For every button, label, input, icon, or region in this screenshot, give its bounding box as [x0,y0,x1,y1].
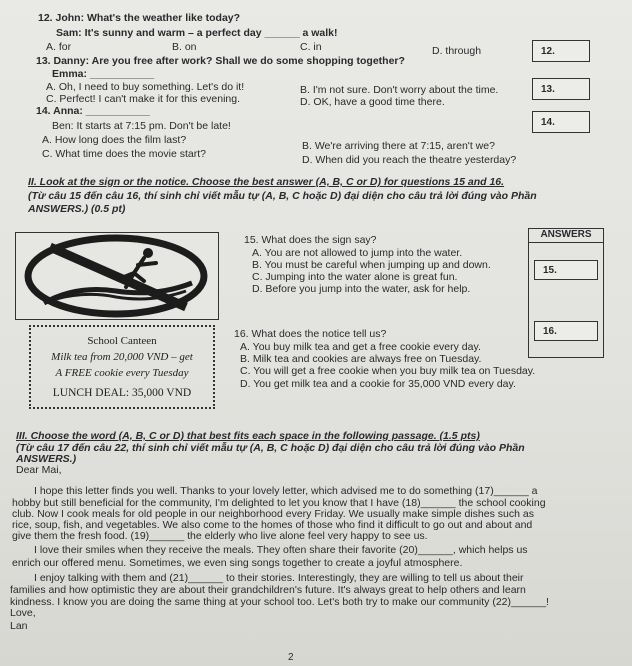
q14-option-d: D. When did you reach the theatre yesterday? [302,154,517,166]
q12-question: 12. John: What's the weather like today? [38,12,241,24]
q14-option-b: B. We're arriving there at 7:15, aren't we? [302,140,495,152]
q13-option-c: C. Perfect! I can't make it for this evening. [46,93,241,105]
letter-line-4: rice, soup, fish, and vegetables. We also come to the homes of those who find it difficult to go out and about and [12,519,533,531]
q14-response: Ben: It starts at 7:15 pm. Don't be late! [52,120,231,132]
q12-option-c: C. in [300,41,322,53]
q12-option-a: A. for [46,41,72,53]
answer-box-13[interactable]: 13. [532,78,590,100]
q16-question: 16. What does the notice tell us? [234,328,387,340]
part2-instruction-line1: (Từ câu 15 đến câu 16, thí sinh chỉ viết mẫu tự (A, B, C hoặc D) đại diện cho câu trả lời đúng vào Phần [28,190,537,202]
letter-line-10: kindness. I know you are doing the same thing at your school too. Let's both try to make our community (22)______! [10,596,549,608]
answer-box-12[interactable]: 12. [532,40,590,62]
answers-panel-title: ANSWERS [528,228,604,243]
page-number: 2 [288,652,294,663]
letter-signature: Lan [10,620,28,632]
q13-option-a: A. Oh, I need to buy something. Let's do it! [46,81,245,93]
q16-option-d: D. You get milk tea and a cookie for 35,000 VND every day. [240,378,516,390]
q16-option-c: C. You will get a free cookie when you buy milk tea on Tuesday. [240,365,536,377]
q14-option-a: A. How long does the film last? [42,134,187,146]
q13-option-d: D. OK, have a good time there. [300,96,445,108]
q14-option-c: C. What time does the movie start? [42,148,206,160]
letter-line-8: I enjoy talking with them and (21)______ to their stories. Interestingly, they are willing to tell us about their [34,572,524,584]
letter-line-3: club. Now I cook meals for old people in our neighborhood every Friday. We usually make simple dishes such as [12,508,534,520]
canteen-notice [29,325,215,409]
q12-option-d: D. through [432,45,482,57]
letter-line-7: enrich our offered menu. Sometimes, we even sing songs together to create a joyful atmosphere. [12,557,463,569]
part2-heading: II. Look at the sign or the notice. Choose the best answer (A, B, C or D) for questions 15 and 16. [28,176,505,188]
part3-instruction-line1: (Từ câu 17 đến câu 22, thí sinh chỉ viết mẫu tự (A, B, C hoặc D) đại diện cho câu trả lời đúng vào Phần [16,442,525,454]
q15-question: 15. What does the sign say? [244,234,377,246]
q12-response: Sam: It's sunny and warm – a perfect day ______ a walk! [56,27,338,39]
answer-box-15[interactable]: 15. [534,260,598,280]
part2-instruction-line2: ANSWERS.) (0.5 pt) [28,203,126,215]
no-jumping-icon [16,233,217,318]
q13-option-b: B. I'm not sure. Don't worry about the time. [300,84,499,96]
letter-greeting: Dear Mai, [16,464,62,476]
notice-line-3: LUNCH DEAL: 35,000 VND [52,387,192,399]
answer-box-14[interactable]: 14. [532,111,590,133]
q13-response: Emma: ___________ [52,68,155,80]
q15-option-b: B. You must be careful when jumping up and down. [252,259,491,271]
q15-option-a: A. You are not allowed to jump into the water. [252,247,463,259]
q13-question: 13. Danny: Are you free after work? Shall we do some shopping together? [36,55,405,67]
letter-line-5: give them the fresh food. (19)______ the elderly who live alone feel very happy to see us. [12,530,428,542]
notice-title: School Canteen [87,335,157,347]
letter-closing: Love, [10,607,36,619]
letter-line-9: families and how optimistic they are about their grandchildren's future. It's always great to help others and learn [10,584,526,596]
answer-box-16[interactable]: 16. [534,321,598,341]
part3-instruction-line2: ANSWERS.) [16,453,77,465]
letter-line-2: hobby but still beneficial for the community, I'm delighted to let you know that I have (18)______ the school cooking [12,497,546,509]
q16-option-b: B. Milk tea and cookies are always free on Tuesday. [240,353,482,365]
q16-option-a: A. You buy milk tea and get a free cookie every day. [240,341,481,353]
part3-heading: III. Choose the word (A, B, C or D) that best fits each space in the following passage. (1.5 pts) [16,430,480,442]
q12-option-b: B. on [172,41,197,53]
letter-line-6: I love their smiles when they receive the meals. They often share their favorite (20)______, which helps us [34,544,528,556]
q15-option-d: D. Before you jump into the water, ask for help. [252,283,471,295]
notice-line-2: A FREE cookie every Tuesday [55,367,189,379]
letter-line-1: I hope this letter finds you well. Thanks to your lovely letter, which advised me to do something (17)______ a [34,485,538,497]
q15-option-c: C. Jumping into the water alone is great fun. [252,271,458,283]
notice-line-1: Milk tea from 20,000 VND – get [51,351,193,363]
no-jumping-sign [15,232,219,320]
q14-question: 14. Anna: ___________ [36,105,151,117]
